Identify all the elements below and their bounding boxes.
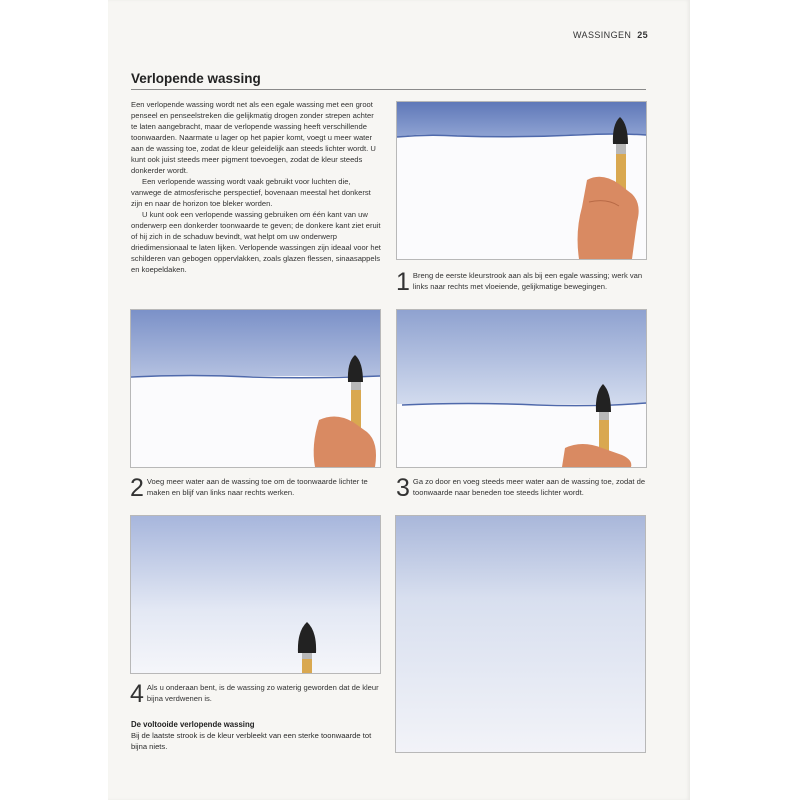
final-caption <box>131 719 381 752</box>
title-divider <box>131 89 646 90</box>
final-text: Bij de laatste strook is de kleur verbleekt van een sterke toonwaarde tot bijna niets. <box>131 731 372 751</box>
wash-illustration <box>131 516 380 673</box>
intro-text <box>131 99 381 275</box>
step-2-caption <box>130 474 380 502</box>
step-3-text: Ga zo door en voeg steeds meer water aan de wassing toe, zodat de toonwaarde naar beneden toe steeds lichter wordt. <box>412 477 646 497</box>
intro-paragraph: U kunt ook een verlopende wassing gebruiken om één kant van uw onderwerp een donkerder toonwaarde te geven; de donkere kant ziet eruit of hij zich in de schaduw bevindt, wat helpt om uw onderwerp driedimensionaal te laten lijken. Verlopende wassingen zijn ideaal voor het schilderen van gebogen oppervlakken, zoals glazen flessen, sinaasappels en koepeldaken. <box>131 210 381 274</box>
wash-illustration <box>131 310 380 467</box>
step-4-text: Als u onderaan bent, is de wassing zo waterig geworden dat de kleur bijna verdwenen is. <box>146 683 379 703</box>
header-page-number: 25 <box>637 30 648 40</box>
final-photo <box>395 515 646 753</box>
final-heading: De voltooide verlopende wassing <box>131 720 255 729</box>
wash-illustration <box>397 102 646 259</box>
section-title: Verlopende wassing <box>131 71 261 86</box>
step-2-text: Voeg meer water aan de wassing toe om de toonwaarde lichter te maken en blijf van links naar rechts werken. <box>146 477 368 497</box>
step-3-number: 3 <box>396 474 410 502</box>
step-1-photo <box>396 101 647 260</box>
step-1-text: Breng de eerste kleurstrook aan als bij een egale wassing; werk van links naar rechts met vloeiende, gelijkmatige bewegingen. <box>412 271 643 291</box>
intro-paragraph: Een verlopende wassing wordt net als een egale wassing met een groot penseel en penseelstreken die gelijkmatig drogen zonder strepen achter te laten aangebracht, maar de verlopende wassing heeft verschillende toonwaarden. Naarmate u lager op het papier komt, voegt u meer water aan de wassing toe, zodat de kleur geleidelijk aan steeds lichter wordt. U kunt ook juist steeds meer pigment toevoegen, zodat de kleur steeds donkerder wordt. <box>131 100 376 175</box>
book-page <box>108 0 690 800</box>
step-2-number: 2 <box>130 474 144 502</box>
step-1-number: 1 <box>396 268 410 296</box>
header-section: WASSINGEN <box>573 30 632 40</box>
step-4-number: 4 <box>130 680 144 708</box>
step-1-caption <box>396 268 646 296</box>
step-2-photo <box>130 309 381 468</box>
step-4-photo <box>130 515 381 674</box>
intro-paragraph: Een verlopende wassing wordt vaak gebruikt voor luchten die, vanwege de atmosferische perspectief, bovenaan meestal het donkerst zijn en naar de horizon toe bleker worden. <box>131 177 371 208</box>
step-3-photo <box>396 309 647 468</box>
running-header <box>573 30 648 40</box>
step-4-caption <box>130 680 380 708</box>
step-3-caption <box>396 474 646 502</box>
wash-illustration <box>397 310 646 467</box>
wash-illustration <box>396 516 645 752</box>
